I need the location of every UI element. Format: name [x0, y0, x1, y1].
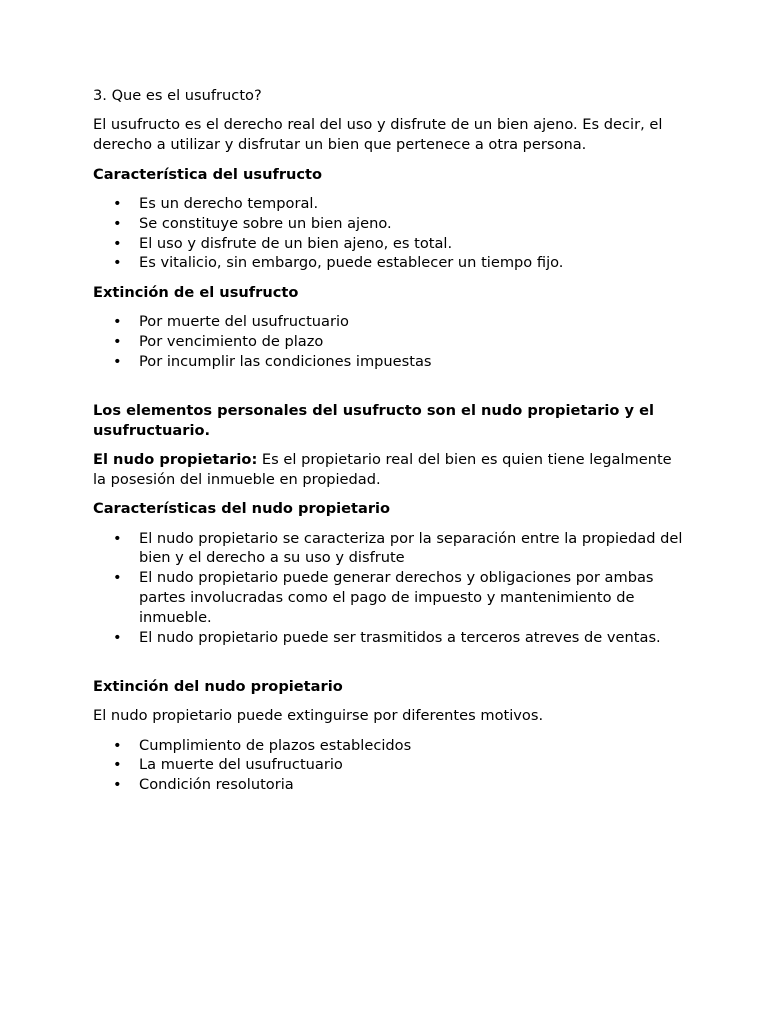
list-item: • Por vencimiento de plazo — [113, 332, 324, 350]
nudo-characteristics-list — [93, 529, 683, 648]
list-item: • El nudo propietario se caracteriza por la separación entre la propiedad del bien y el derecho a su uso y disfrute — [113, 529, 683, 567]
bullet-icon: • — [113, 628, 122, 646]
bullet-icon: • — [113, 736, 122, 754]
bullet-icon: • — [113, 756, 122, 774]
list-item: • El nudo propietario puede ser trasmitidos a terceros atreves de ventas. — [113, 628, 661, 646]
document-page — [93, 86, 683, 805]
list-item: • Es vitalicio, sin embargo, puede establecer un tiempo fijo. — [113, 254, 564, 272]
usufructo-definition: El usufructo es el derecho real del uso y disfrute de un bien ajeno. Es decir, el derecho a utilizar y disfrutar un bien que pertenece a otra persona. — [93, 116, 663, 154]
extinction-list — [93, 312, 683, 371]
nudo-characteristics-heading: Características del nudo propietario — [93, 500, 391, 518]
list-item: • Condición resolutoria — [113, 776, 294, 794]
bullet-icon: • — [113, 194, 122, 212]
nudo-extinction-heading: Extinción del nudo propietario — [93, 677, 343, 695]
bullet-icon: • — [113, 234, 122, 252]
bullet-icon: • — [113, 529, 122, 547]
characteristics-heading: Característica del usufructo — [93, 165, 323, 183]
bullet-icon: • — [113, 569, 122, 587]
bullet-icon: • — [113, 254, 122, 272]
extinction-heading: Extinción de el usufructo — [93, 283, 299, 301]
list-item: • Por incumplir las condiciones impuestas — [113, 352, 432, 370]
characteristics-list — [93, 194, 683, 273]
nudo-extinction-intro: El nudo propietario puede extinguirse por diferentes motivos. — [93, 707, 544, 725]
list-item: • El nudo propietario puede generar derechos y obligaciones por ambas partes involucradas como el pago de impuesto y mantenimiento de inmueble. — [113, 569, 654, 626]
question-title: 3. Que es el usufructo? — [93, 87, 262, 104]
blank-line — [93, 657, 683, 677]
blank-line — [93, 381, 683, 401]
list-item: • Por muerte del usufructuario — [113, 313, 349, 331]
nudo-propietario-definition: El nudo propietario: Es el propietario real del bien es quien tiene legalmente la posesión del inmueble en propiedad. — [93, 451, 672, 488]
bullet-icon: • — [113, 332, 122, 350]
list-item: • Cumplimiento de plazos establecidos — [113, 736, 412, 754]
list-item: • Se constituye sobre un bien ajeno. — [113, 214, 392, 232]
bullet-icon: • — [113, 313, 122, 331]
personal-elements-statement: Los elementos personales del usufructo son el nudo propietario y el usufructuario. — [93, 401, 655, 439]
bullet-icon: • — [113, 776, 122, 794]
nudo-extinction-list — [93, 736, 683, 795]
bullet-icon: • — [113, 352, 122, 370]
list-item: • La muerte del usufructuario — [113, 756, 343, 774]
list-item: • Es un derecho temporal. — [113, 194, 319, 212]
nudo-propietario-term: El nudo propietario: — [93, 451, 258, 469]
bullet-icon: • — [113, 214, 122, 232]
list-item: • El uso y disfrute de un bien ajeno, es total. — [113, 234, 453, 252]
